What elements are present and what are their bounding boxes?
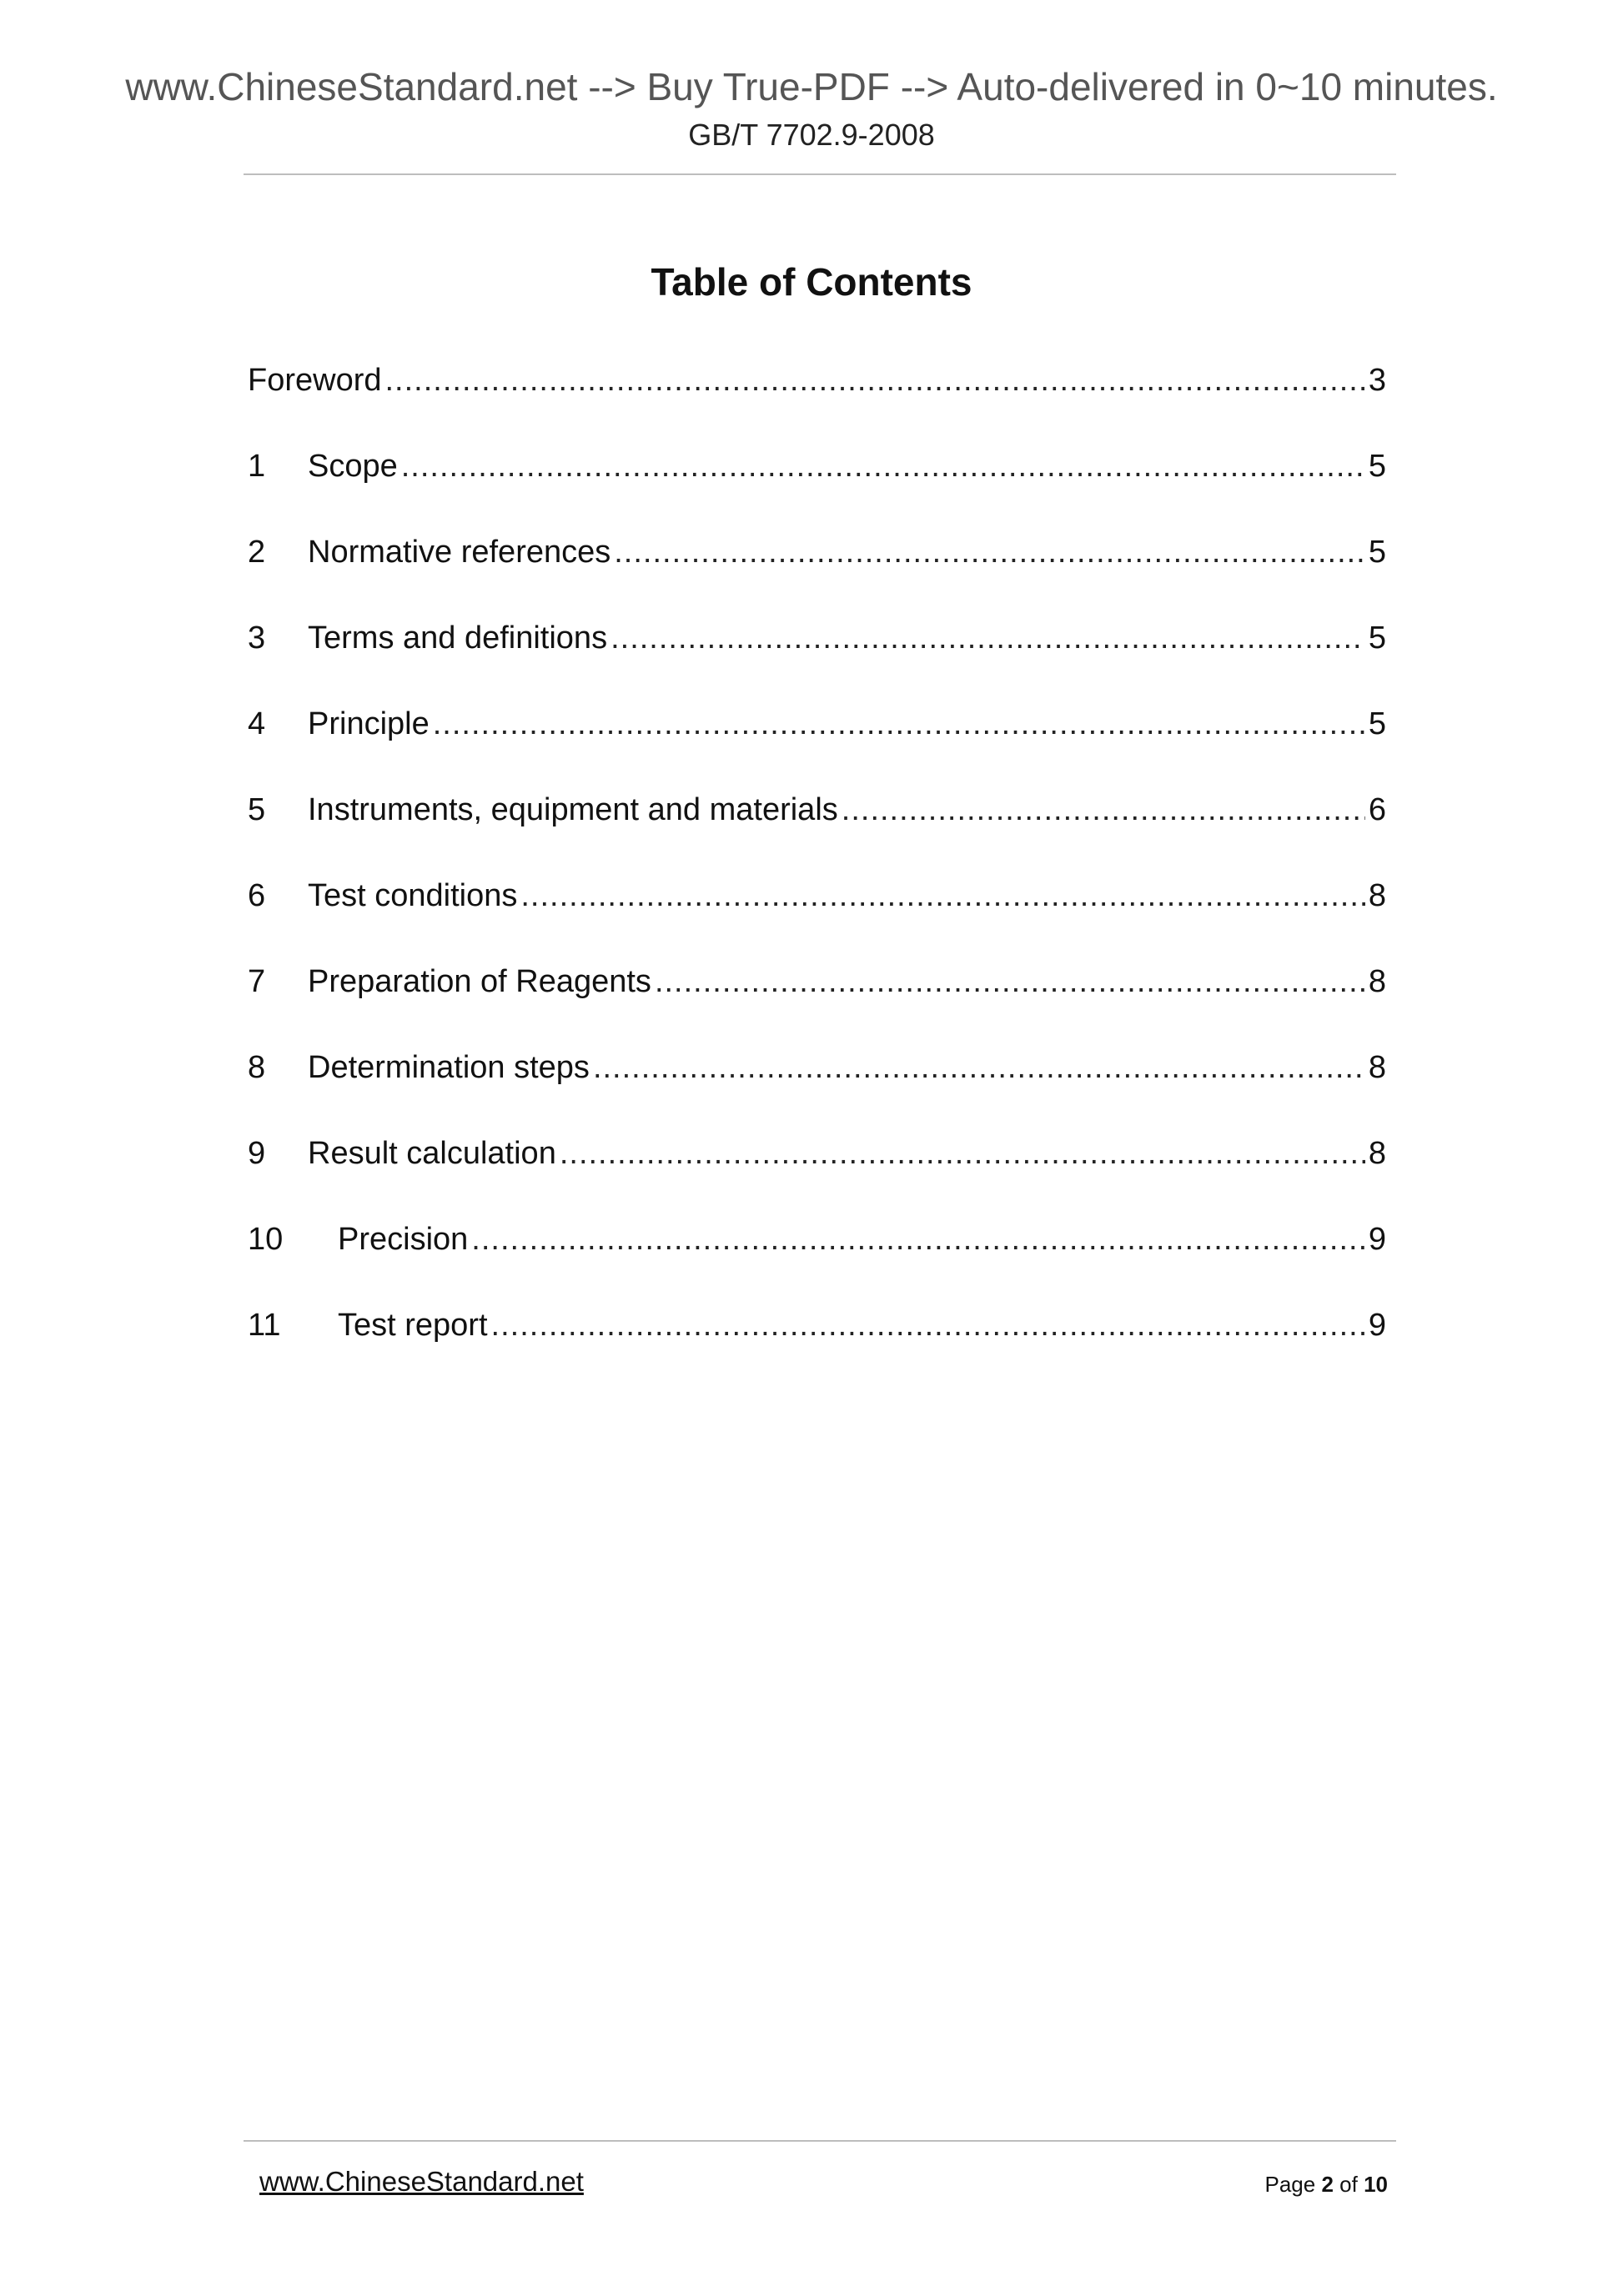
toc-entry-page: 8 xyxy=(1368,1050,1386,1085)
toc-entry-label: Instruments, equipment and materials xyxy=(308,792,838,827)
toc-entry-normative-references[interactable] xyxy=(248,529,1386,615)
page-indicator xyxy=(1264,2171,1388,2198)
toc-entry-page: 5 xyxy=(1368,706,1386,741)
toc-entry-page: 8 xyxy=(1368,878,1386,913)
toc-leader-dots xyxy=(520,872,1364,919)
toc-entry-label: Principle xyxy=(308,706,430,741)
toc-entry-page: 8 xyxy=(1368,1136,1386,1171)
toc-entry-page: 6 xyxy=(1368,792,1386,827)
table-of-contents xyxy=(248,357,1386,1388)
toc-leader-dots xyxy=(560,1130,1365,1177)
toc-entry-instruments-equipment-materials[interactable] xyxy=(248,786,1386,872)
toc-leader-dots xyxy=(842,786,1365,833)
standard-id: GB/T 7702.9-2008 xyxy=(688,118,935,152)
toc-entry-number: 3 xyxy=(248,620,266,656)
toc-entry-number: 7 xyxy=(248,964,266,999)
toc-entry-label: Foreword xyxy=(248,363,382,398)
toc-leader-dots xyxy=(433,701,1365,747)
toc-leader-dots xyxy=(611,615,1365,661)
toc-entry-test-conditions[interactable] xyxy=(248,872,1386,958)
toc-leader-dots xyxy=(614,529,1365,575)
toc-entry-label: Terms and definitions xyxy=(308,620,608,656)
toc-entry-number: 6 xyxy=(248,878,266,913)
toc-entry-label: Precision xyxy=(338,1222,469,1257)
toc-entry-number: 9 xyxy=(248,1136,266,1171)
page-prefix: Page xyxy=(1264,2172,1316,2197)
toc-entry-label: Test report xyxy=(338,1308,488,1343)
toc-leader-dots xyxy=(385,357,1365,404)
toc-leader-dots xyxy=(655,958,1365,1005)
header-banner[interactable]: www.ChineseStandard.net --> Buy True-PDF --> Auto-delivered in 0~10 minutes. xyxy=(125,65,1498,108)
toc-entry-test-report[interactable] xyxy=(248,1302,1386,1388)
toc-entry-page: 9 xyxy=(1368,1308,1386,1343)
header-divider xyxy=(244,173,1396,175)
toc-entry-preparation-of-reagents[interactable] xyxy=(248,958,1386,1044)
toc-entry-number: 8 xyxy=(248,1050,266,1085)
toc-title: Table of Contents xyxy=(651,260,972,304)
footer-site-link[interactable]: www.ChineseStandard.net xyxy=(259,2166,584,2197)
toc-entry-label: Determination steps xyxy=(308,1050,590,1085)
toc-leader-dots xyxy=(593,1044,1365,1091)
toc-entry-number: 11 xyxy=(248,1308,281,1343)
toc-leader-dots xyxy=(491,1302,1365,1349)
toc-entry-page: 9 xyxy=(1368,1222,1386,1257)
toc-entry-label: Result calculation xyxy=(308,1136,556,1171)
total-page-number: 10 xyxy=(1364,2172,1388,2197)
toc-entry-scope[interactable] xyxy=(248,443,1386,529)
toc-entry-label: Preparation of Reagents xyxy=(308,964,651,999)
toc-entry-foreword[interactable] xyxy=(248,357,1386,443)
toc-entry-determination-steps[interactable] xyxy=(248,1044,1386,1130)
toc-entry-label: Test conditions xyxy=(308,878,518,913)
toc-entry-page: 8 xyxy=(1368,964,1386,999)
toc-entry-number: 1 xyxy=(248,449,266,484)
toc-entry-label: Scope xyxy=(308,449,398,484)
toc-entry-precision[interactable] xyxy=(248,1216,1386,1302)
footer-divider xyxy=(244,2140,1396,2142)
toc-entry-result-calculation[interactable] xyxy=(248,1130,1386,1216)
page-of: of xyxy=(1339,2172,1358,2197)
toc-entry-page: 5 xyxy=(1368,620,1386,656)
toc-entry-terms-and-definitions[interactable] xyxy=(248,615,1386,701)
toc-entry-number: 10 xyxy=(248,1222,284,1257)
toc-entry-number: 2 xyxy=(248,535,266,570)
toc-leader-dots xyxy=(471,1216,1365,1263)
toc-entry-page: 3 xyxy=(1368,363,1386,398)
toc-entry-page: 5 xyxy=(1368,535,1386,570)
toc-leader-dots xyxy=(401,443,1365,490)
toc-entry-page: 5 xyxy=(1368,449,1386,484)
toc-entry-number: 4 xyxy=(248,706,266,741)
toc-entry-label: Normative references xyxy=(308,535,611,570)
current-page-number: 2 xyxy=(1321,2172,1334,2197)
toc-entry-number: 5 xyxy=(248,792,266,827)
toc-entry-principle[interactable] xyxy=(248,701,1386,786)
